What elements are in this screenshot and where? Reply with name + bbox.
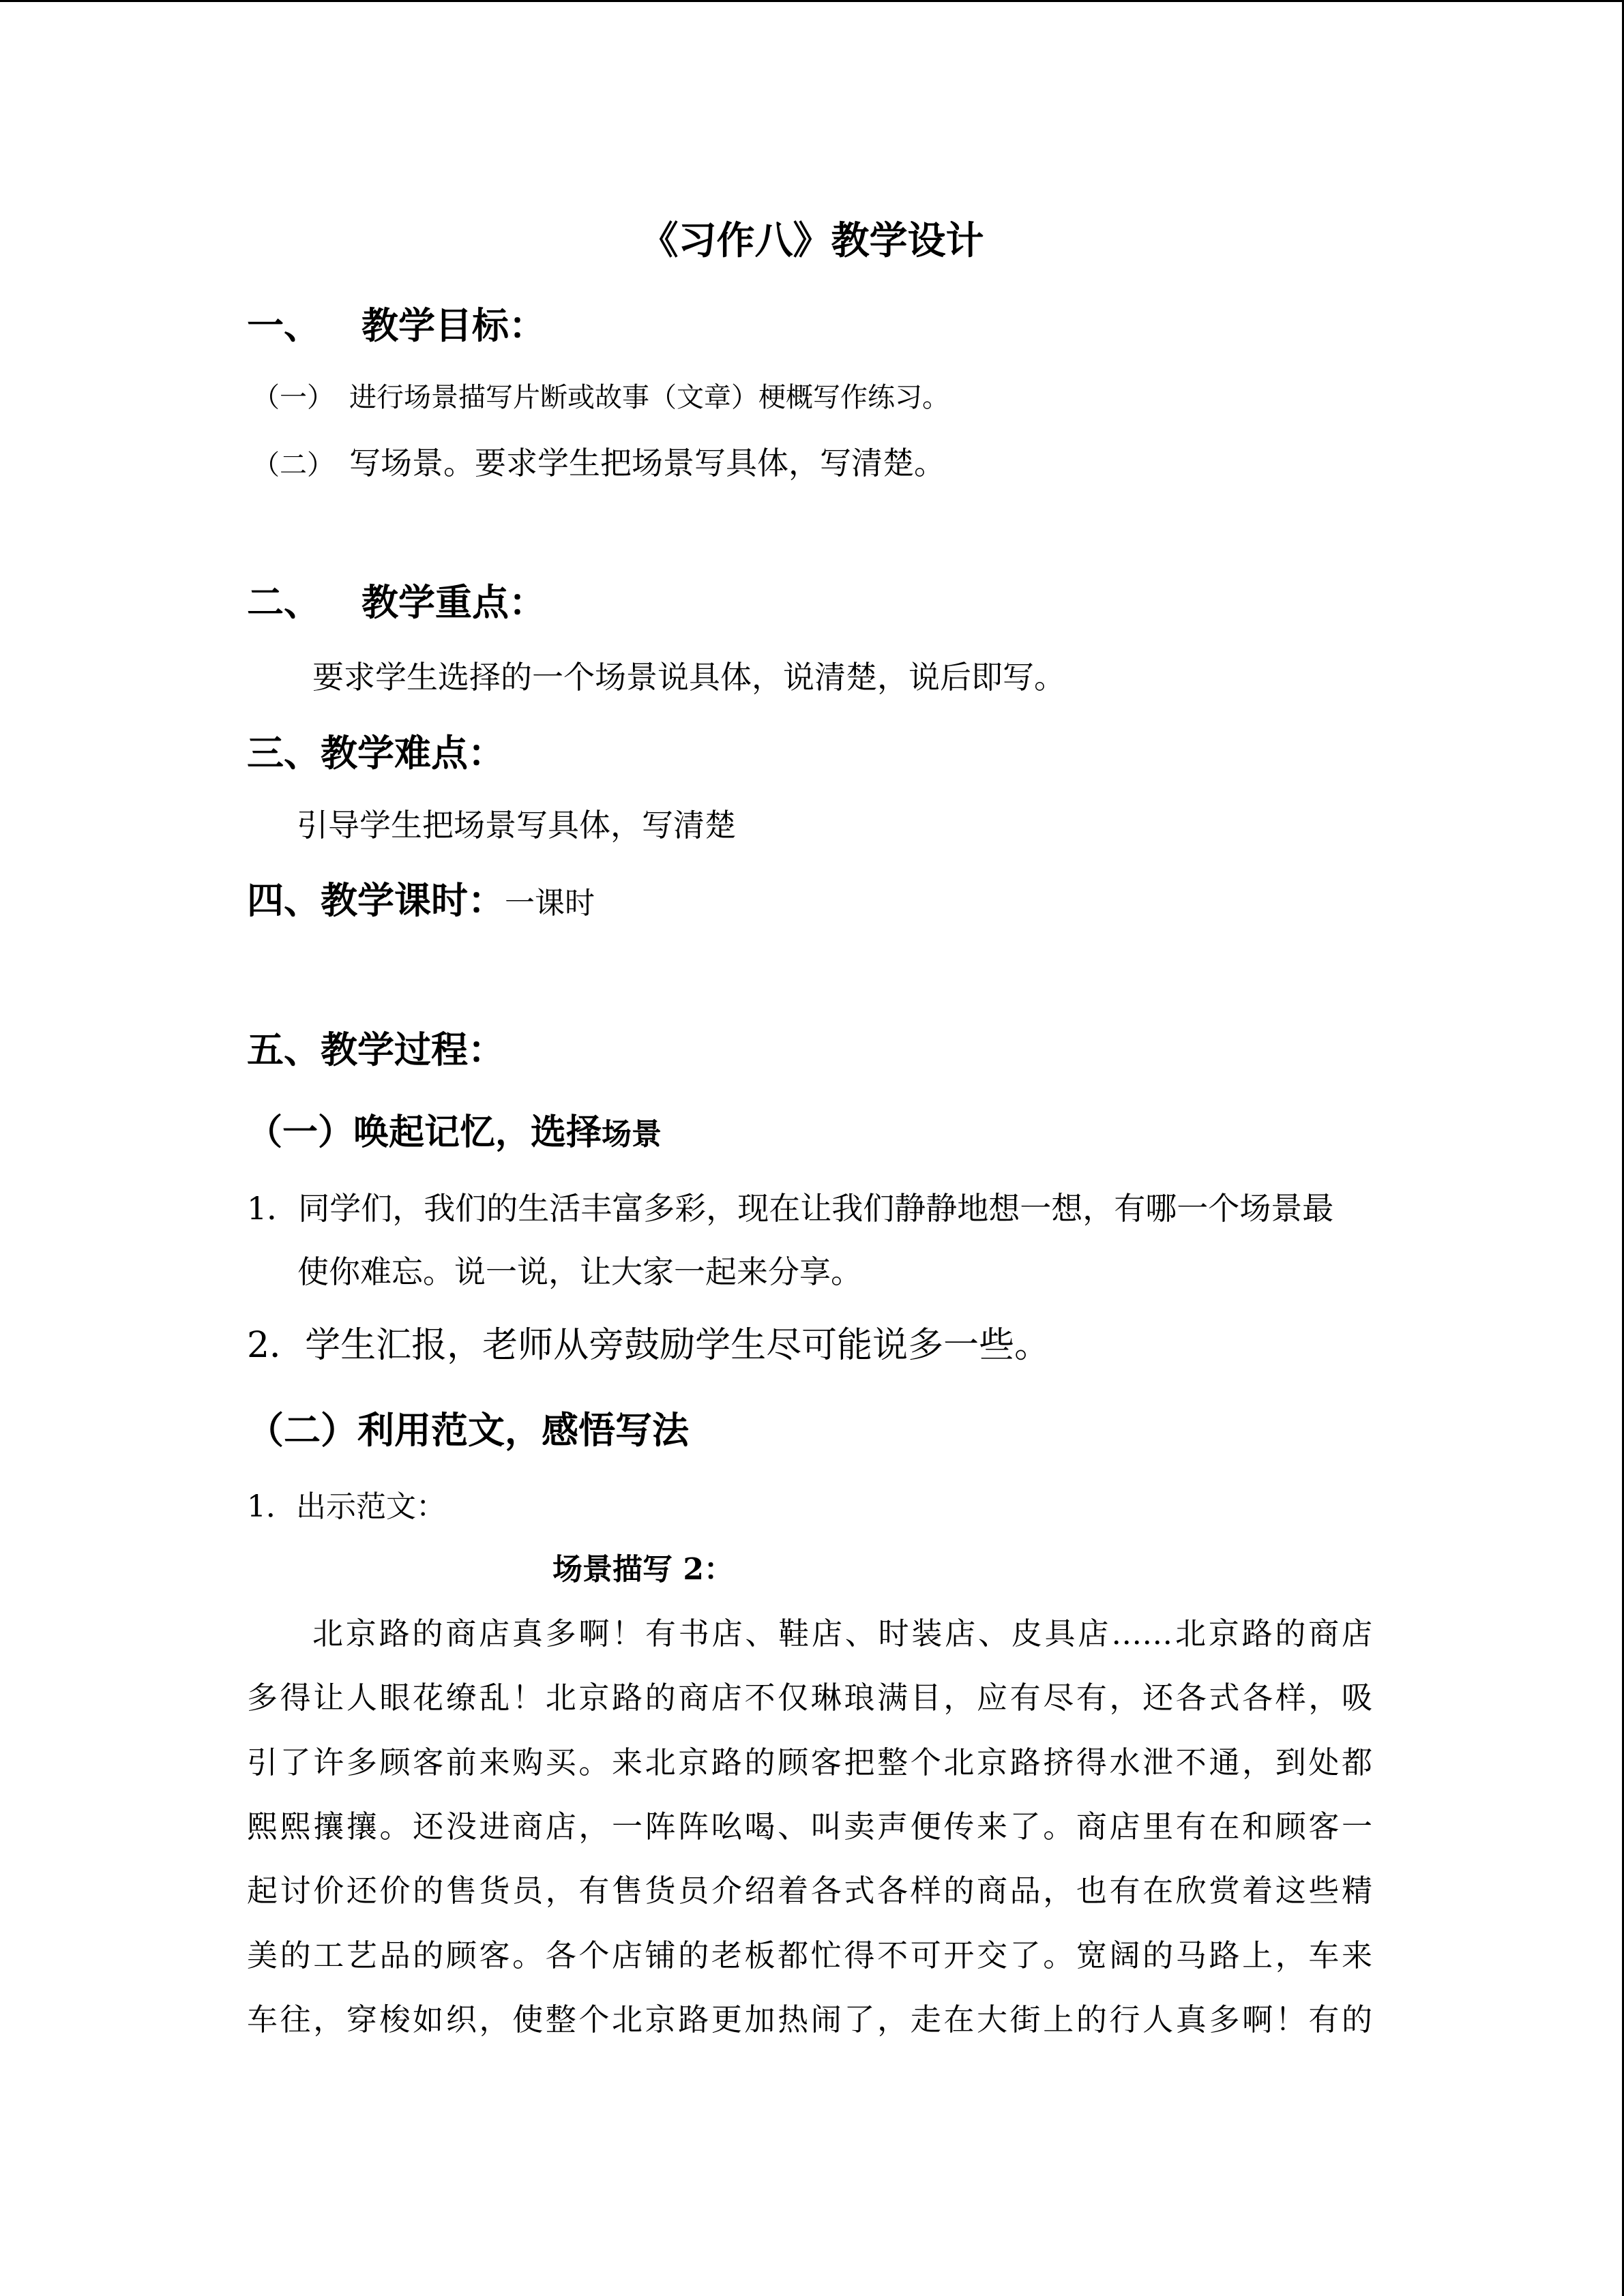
process-step-1-heading-end: 场景 (602, 1117, 662, 1152)
document-title: 《习作八》教学设计 (640, 218, 984, 263)
section-1-label: 教学目标： (361, 303, 546, 347)
process-step-1-item-1-line-1: 1．同学们，我们的生活丰富多彩，现在让我们静静地想一想，有哪一个场景最 (247, 1190, 1334, 1227)
objective-item-1-number: （一） (252, 382, 334, 413)
objective-item-2-text: 写场景。要求学生把场景写具体，写清楚。 (349, 445, 945, 481)
sample-line-6: 美的工艺品的顾客。各个店铺的老板都忙得不可开交了。宽阔的马路上，车来 (247, 1937, 1372, 1973)
section-1-number: 一、 (247, 303, 321, 347)
process-step-2-heading: （二）利用范文，感悟写法 (247, 1408, 689, 1452)
section-2-label: 教学重点： (361, 580, 546, 624)
objective-item-1 (252, 384, 949, 411)
key-point-text: 要求学生选择的一个场景说具体，说清楚，说后即写。 (312, 659, 1065, 696)
section-1-heading (247, 303, 546, 347)
process-step-1-heading (247, 1112, 662, 1153)
objective-item-2-number: （二） (252, 449, 334, 481)
sample-line-7: 车往，穿梭如织，使整个北京路更加热闹了，走在大街上的行人真多啊！有的 (247, 2001, 1372, 2038)
process-step-1-heading-main: （一）唤起记忆，选择 (247, 1112, 602, 1153)
section-5-heading: 五、教学过程： (247, 1028, 505, 1071)
section-4-heading (247, 878, 595, 922)
process-step-1-item-2: 2．学生汇报，老师从旁鼓励学生尽可能说多一些。 (247, 1325, 1050, 1366)
section-4-label: 四、教学课时： (247, 878, 505, 922)
sample-line-4: 熙熙攘攘。还没进商店，一阵阵吆喝、叫卖声便传来了。商店里有在和顾客一 (247, 1808, 1372, 1845)
sample-line-1: 北京路的商店真多啊！有书店、鞋店、时装店、皮具店……北京路的商店 (312, 1615, 1372, 1652)
section-2-heading (247, 580, 546, 624)
sample-line-2: 多得让人眼花缭乱！北京路的商店不仅琳琅满目，应有尽有，还各式各样，吸 (247, 1680, 1372, 1716)
difficulty-text: 引导学生把场景写具体，写清楚 (297, 807, 736, 844)
section-4-value: 一课时 (505, 886, 595, 921)
sample-line-5: 起讨价还价的售货员，有售货员介绍着各式各样的商品，也有在欣赏着这些精 (247, 1873, 1372, 1909)
sample-line-3: 引了许多顾客前来购买。来北京路的顾客把整个北京路挤得水泄不通，到处都 (247, 1744, 1372, 1780)
process-step-2-item-1: 1．出示范文： (247, 1489, 446, 1524)
process-step-1-item-1-line-2: 使你难忘。说一说，让大家一起来分享。 (297, 1253, 862, 1290)
section-2-number: 二、 (247, 580, 321, 624)
sample-essay-title: 场景描写 2： (552, 1552, 734, 1587)
page-border-top (0, 0, 1624, 2)
objective-item-2 (252, 447, 945, 479)
objective-item-1-text: 进行场景描写片断或故事（文章）梗概写作练习。 (349, 382, 949, 413)
section-3-heading: 三、教学难点： (247, 731, 505, 775)
